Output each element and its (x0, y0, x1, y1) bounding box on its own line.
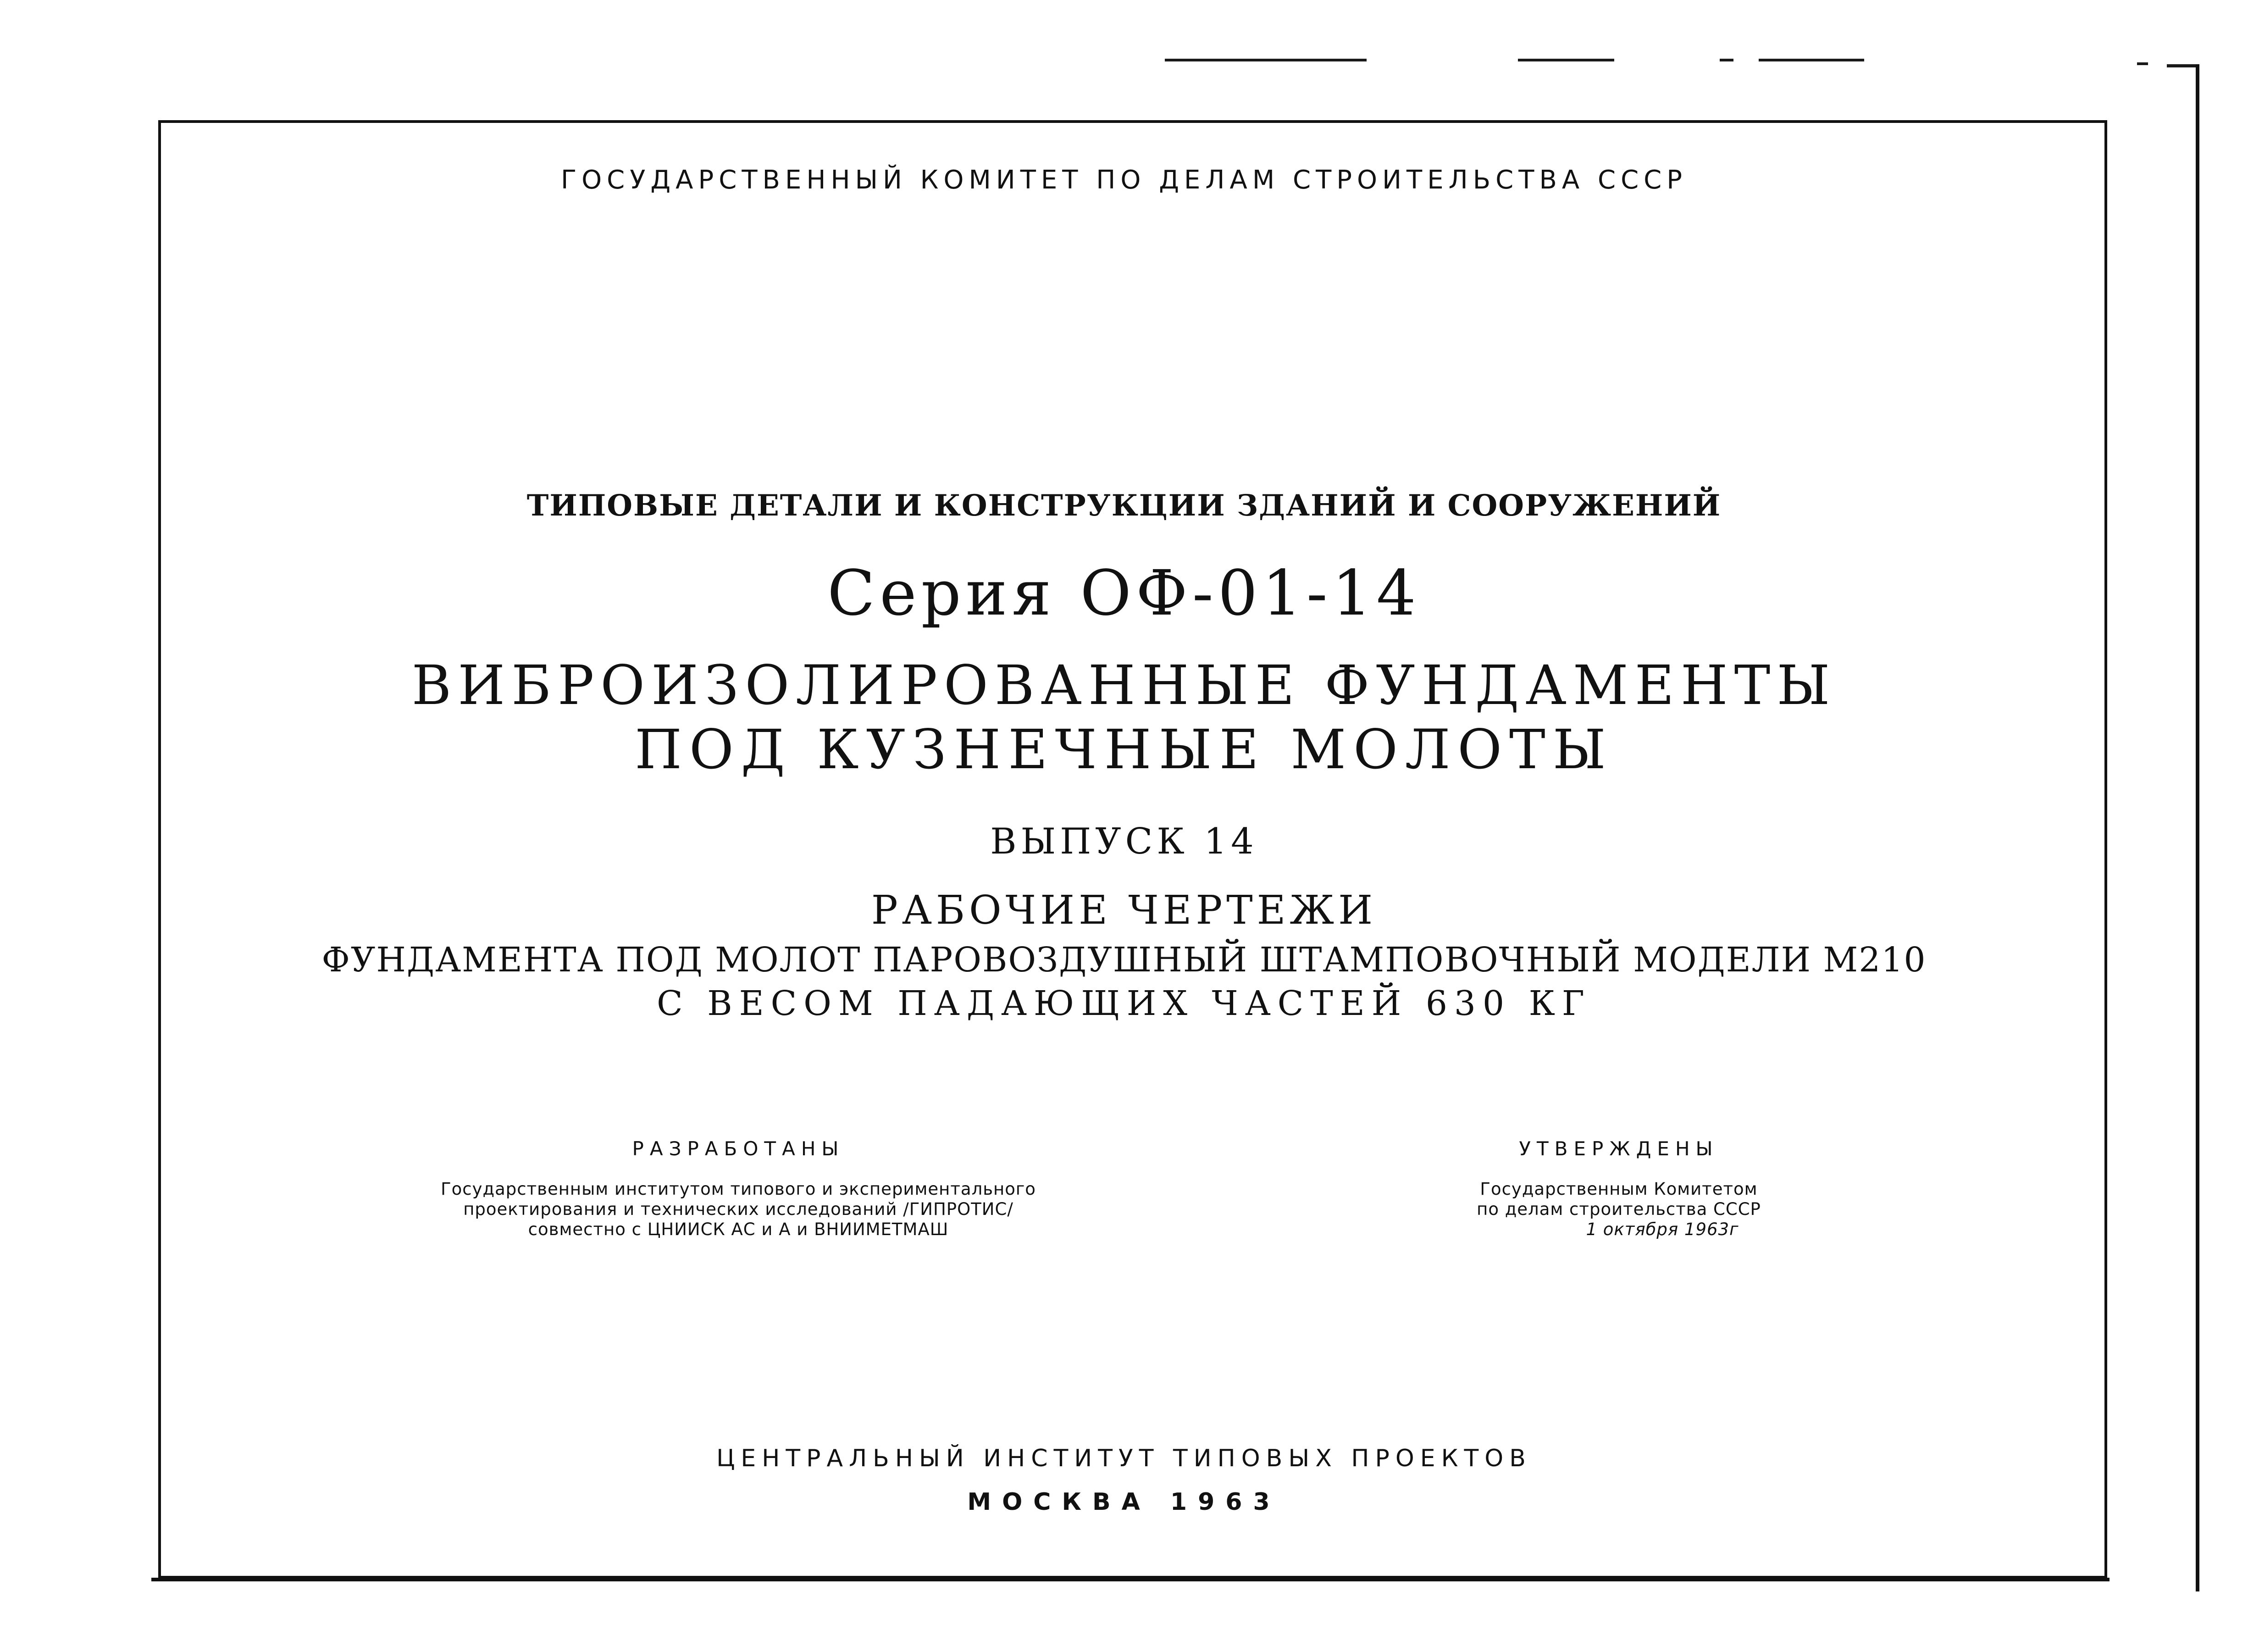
top-scan-line-4 (1759, 59, 1864, 61)
publication-place-year: МОСКВА 1963 (967, 1488, 1281, 1516)
approval-date: 1 октября 1963г (1586, 1220, 1739, 1239)
top-scan-line-5 (2137, 62, 2148, 65)
top-corner-mark (2167, 64, 2199, 67)
developed-line-3: совместно с ЦНИИСК АС и А и ВНИИМЕТМАШ (528, 1220, 949, 1239)
developed-line-1: Государственным институтом типового и экспериментального (441, 1179, 1036, 1199)
bottom-border-line (151, 1578, 2110, 1581)
approved-line-1: Государственным Комитетом (1480, 1179, 1758, 1199)
main-title-line-1: ВИБРОИЗОЛИРОВАННЫЕ ФУНДАМЕНТЫ (411, 654, 1837, 717)
working-drawings-title: РАБОЧИЕ ЧЕРТЕЖИ (871, 887, 1377, 933)
approved-line-2: по делам строительства СССР (1477, 1199, 1761, 1219)
approved-by-block (1357, 1137, 1880, 1240)
subtitle-line-2: С ВЕСОМ ПАДАЮЩИХ ЧАСТЕЙ 630 КГ (657, 984, 1591, 1023)
top-scan-line-1 (1165, 59, 1367, 61)
developed-heading: РАЗРАБОТАНЫ (632, 1137, 845, 1160)
approved-heading: УТВЕРЖДЕНЫ (1519, 1137, 1719, 1160)
series-type-heading: ТИПОВЫЕ ДЕТАЛИ И КОНСТРУКЦИИ ЗДАНИЙ И СООРУЖЕНИЙ (526, 488, 1722, 523)
top-scan-line-2 (1518, 59, 1614, 61)
issue-number: ВЫПУСК 14 (990, 821, 1258, 862)
top-scan-line-3 (1720, 59, 1733, 61)
developed-line-2: проектирования и технических исследований /ГИПРОТИС/ (463, 1199, 1013, 1219)
main-title-line-2: ПОД КУЗНЕЧНЫЕ МОЛОТЫ (635, 718, 1613, 781)
committee-heading: ГОСУДАРСТВЕННЫЙ КОМИТЕТ ПО ДЕЛАМ СТРОИТЕЛЬСТВА СССР (560, 165, 1688, 195)
series-number: Серия ОФ-01-14 (827, 557, 1421, 630)
developed-by-block (376, 1137, 1101, 1240)
publisher-name: ЦЕНТРАЛЬНЫЙ ИНСТИТУТ ТИПОВЫХ ПРОЕКТОВ (716, 1445, 1532, 1472)
subtitle-line-1: ФУНДАМЕНТА ПОД МОЛОТ ПАРОВОЗДУШНЫЙ ШТАМПОВОЧНЫЙ МОДЕЛИ М210 (321, 940, 1927, 980)
